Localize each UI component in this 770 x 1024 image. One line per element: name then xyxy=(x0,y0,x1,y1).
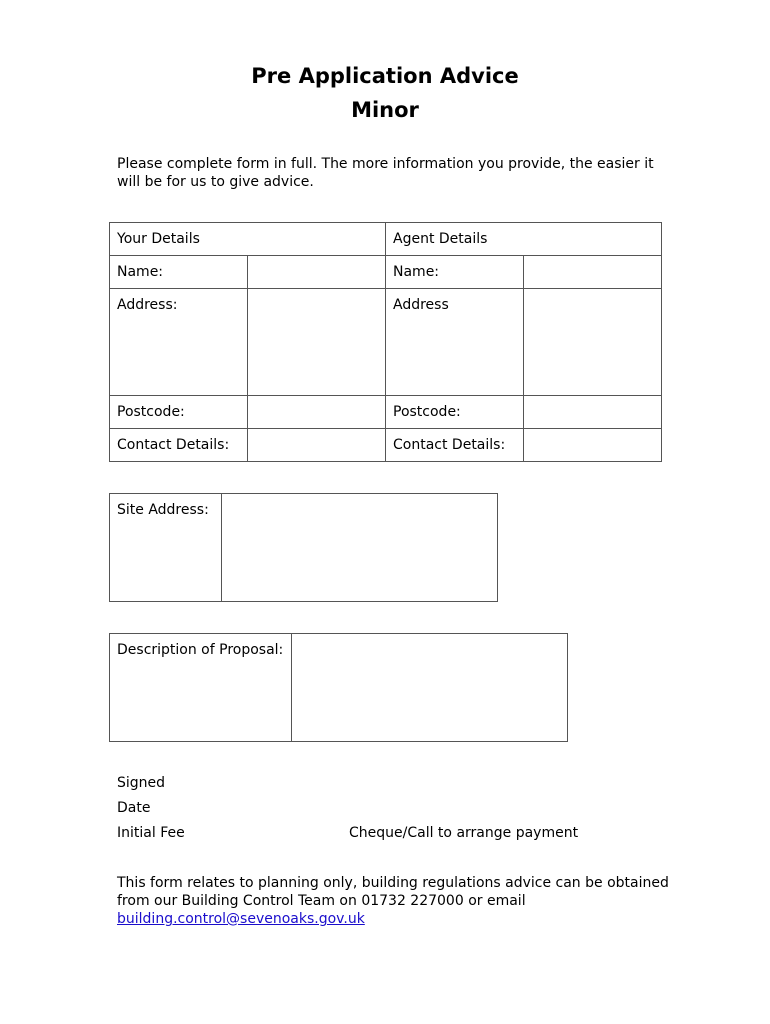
proposal-label: Description of Proposal: xyxy=(110,634,292,742)
agent-address-label: Address xyxy=(386,289,524,396)
your-details-header: Your Details xyxy=(110,223,386,256)
email-link[interactable]: building.control@sevenoaks.gov.uk xyxy=(117,911,365,927)
agent-postcode-label: Postcode: xyxy=(386,396,524,429)
form-subtitle: Minor xyxy=(351,98,419,122)
agent-postcode-field[interactable] xyxy=(524,396,662,429)
your-contact-field[interactable] xyxy=(248,429,386,462)
site-address-label: Site Address: xyxy=(110,494,222,602)
date-label: Date xyxy=(117,800,151,816)
your-postcode-field[interactable] xyxy=(248,396,386,429)
signed-label: Signed xyxy=(117,775,166,791)
site-address-field[interactable] xyxy=(222,494,498,602)
your-postcode-label: Postcode: xyxy=(110,396,248,429)
your-name-label: Name: xyxy=(110,256,248,289)
proposal-table xyxy=(109,633,568,742)
agent-address-field[interactable] xyxy=(524,289,662,396)
agent-name-field[interactable] xyxy=(524,256,662,289)
intro-text: Please complete form in full. The more information you provide, the easier it will be for us to give advice. xyxy=(117,156,654,190)
proposal-field[interactable] xyxy=(292,634,568,742)
your-address-label: Address: xyxy=(110,289,248,396)
form-title: Pre Application Advice xyxy=(251,64,519,88)
footer-text: This form relates to planning only, building regulations advice can be obtained from our Building Control Team on 01732 227000 or email xyxy=(117,875,669,909)
your-contact-label: Contact Details: xyxy=(110,429,248,462)
agent-contact-label: Contact Details: xyxy=(386,429,524,462)
fee-note: Cheque/Call to arrange payment xyxy=(349,825,579,841)
details-table xyxy=(109,222,662,462)
agent-name-label: Name: xyxy=(386,256,524,289)
footer-note xyxy=(117,874,677,928)
site-address-table xyxy=(109,493,498,602)
agent-contact-field[interactable] xyxy=(524,429,662,462)
initial-fee-label: Initial Fee xyxy=(117,825,185,841)
your-address-field[interactable] xyxy=(248,289,386,396)
agent-details-header: Agent Details xyxy=(386,223,662,256)
your-name-field[interactable] xyxy=(248,256,386,289)
